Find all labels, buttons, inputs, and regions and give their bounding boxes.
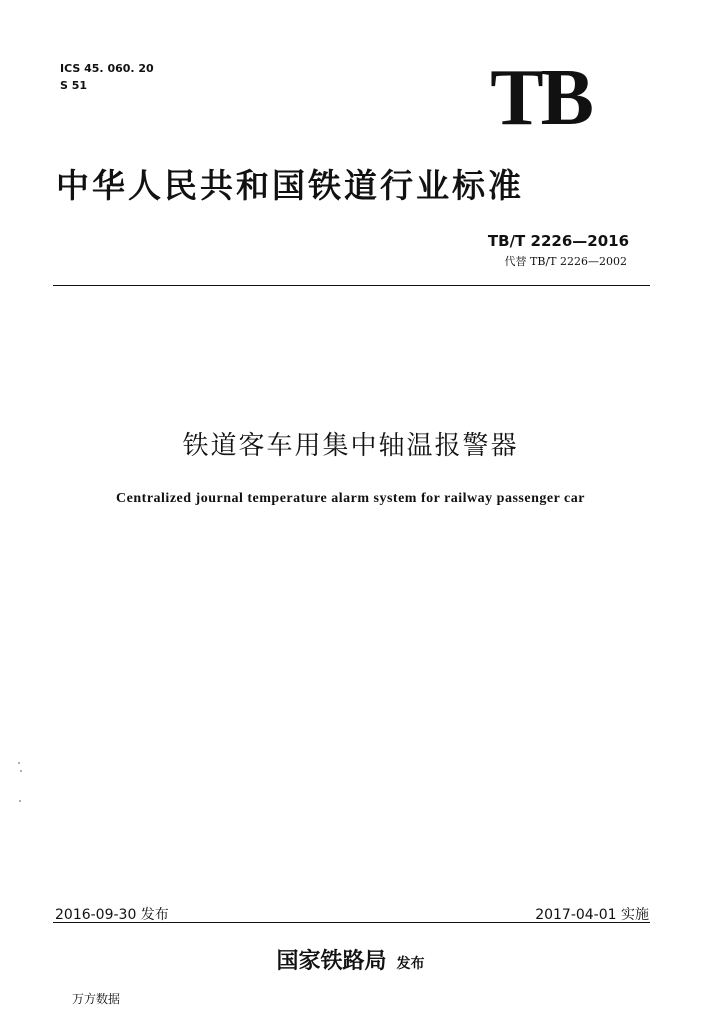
replaces-standard: 代替 TB/T 2226—2002 [504,255,627,268]
scan-speck [20,770,22,772]
issuer-name: 国家铁路局 [276,948,387,974]
document-title-en: Centralized journal temperature alarm system for railway passenger car [116,491,585,506]
issuer-block [0,944,701,975]
scan-speck [19,800,21,802]
ics-code: ICS 45. 060. 20 [60,62,154,75]
classification-codes [60,60,154,94]
implementation-date: 2017-04-01 实施 [535,907,649,923]
tb-logo: TB [490,54,591,142]
source-watermark: 万方数据 [72,992,121,1006]
top-divider [53,285,650,286]
standard-number: TB/T 2226—2016 [487,232,629,250]
issue-date: 2016-09-30 发布 [55,907,169,923]
bottom-divider [53,922,650,923]
document-title-zh: 铁道客车用集中轴温报警器 [182,431,519,461]
issuer-verb: 发布 [396,956,425,972]
scan-speck [18,762,20,764]
ccs-code: S 51 [60,79,88,92]
industry-standard-title: 中华人民共和国铁道行业标准 [56,166,524,205]
